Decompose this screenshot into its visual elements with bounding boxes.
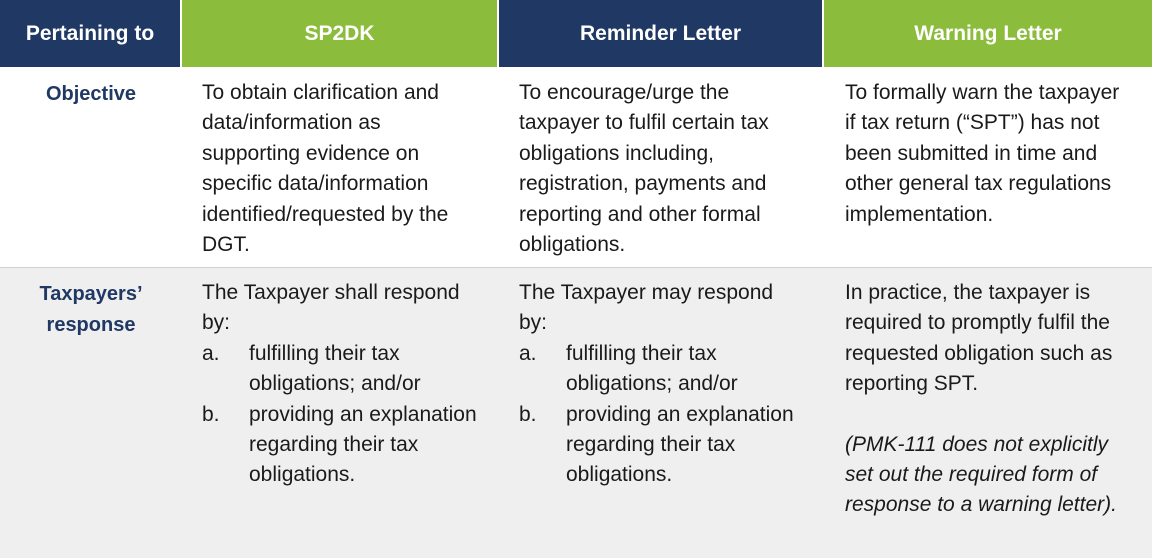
objective-sp2dk: To obtain clarification and data/information as supporting evidence on specific data/information identified/requested by the DGT.: [182, 67, 499, 267]
list-text: providing an explanation regarding their tax obligations.: [566, 402, 794, 487]
response-reminder-list: [519, 339, 806, 491]
objective-reminder: To encourage/urge the taxpayer to fulfil certain tax obligations including, registration, payments and reporting and other formal obligations.: [499, 67, 824, 267]
list-text: fulfilling their tax obligations; and/or: [249, 341, 421, 396]
response-reminder: [499, 267, 824, 558]
list-text: providing an explanation regarding their tax obligations.: [249, 402, 477, 487]
header-pertaining-to: Pertaining to: [0, 0, 182, 67]
response-warning: [824, 267, 1152, 558]
row-label-taxpayers-response: [0, 267, 182, 558]
objective-warning: To formally warn the taxpayer if tax return (“SPT”) has not been submitted in time and other general tax regulations implementation.: [824, 67, 1152, 267]
row-label-text: Taxpayers’ response: [39, 283, 143, 336]
list-text: fulfilling their tax obligations; and/or: [566, 341, 738, 396]
response-sp2dk: [182, 267, 499, 558]
list-marker: a.: [519, 341, 537, 365]
list-marker: a.: [202, 341, 220, 365]
list-item: [519, 400, 806, 491]
list-item: [519, 339, 806, 400]
header-sp2dk: SP2DK: [182, 0, 499, 67]
header-warning-letter: Warning Letter: [824, 0, 1152, 67]
list-item: [202, 400, 481, 491]
response-sp2dk-list: [202, 339, 481, 491]
response-warning-note: (PMK-111 does not explicitly set out the required form of response to a warning letter).: [845, 432, 1117, 517]
list-item: [202, 339, 481, 400]
response-reminder-intro: The Taxpayer may respond by:: [519, 281, 774, 335]
response-warning-text: In practice, the taxpayer is required to promptly fulfil the requested obligation such as reporting SPT.: [845, 281, 1113, 396]
row-label-objective: Objective: [0, 67, 182, 267]
header-reminder-letter: Reminder Letter: [499, 0, 824, 67]
row-divider: [0, 267, 1152, 268]
list-marker: b.: [519, 402, 537, 426]
response-sp2dk-intro: The Taxpayer shall respond by:: [202, 281, 460, 335]
list-marker: b.: [202, 402, 220, 426]
